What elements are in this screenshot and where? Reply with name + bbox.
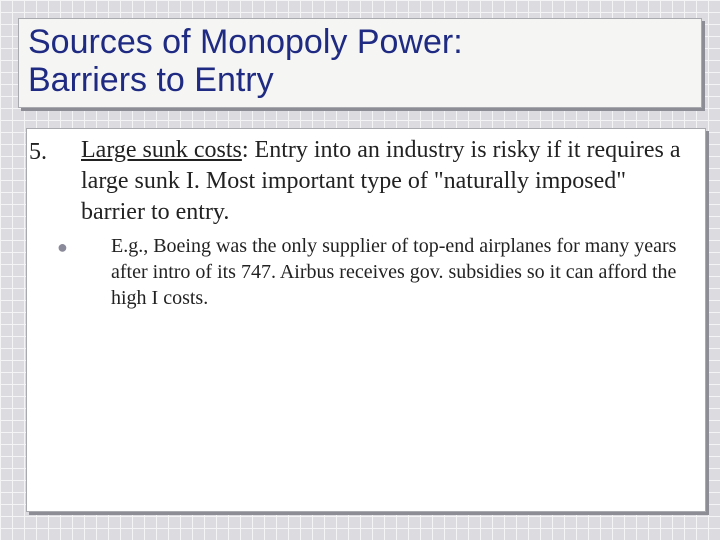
title-panel: [18, 18, 702, 108]
slide-title: [28, 23, 688, 99]
bullet-icon: ●: [57, 237, 68, 257]
slide-title-line-2: Barriers to Entry: [28, 61, 274, 99]
item-description: : Entry into an industry is risky if it requires a large sunk I. Most important type of "naturally imposed" barrier to entry.: [81, 137, 681, 225]
content-panel: [26, 128, 706, 512]
slide-title-line-1: Sources of Monopoly Power:: [28, 23, 463, 61]
item-number: 5.: [29, 139, 47, 165]
item-text: [81, 135, 691, 228]
item-term: Large sunk costs: [81, 137, 242, 163]
subitem-text: E.g., Boeing was the only supplier of top-end airplanes for many years after intro of its 747. Airbus receives gov. subsidies so it can afford the high I costs.: [111, 235, 677, 309]
